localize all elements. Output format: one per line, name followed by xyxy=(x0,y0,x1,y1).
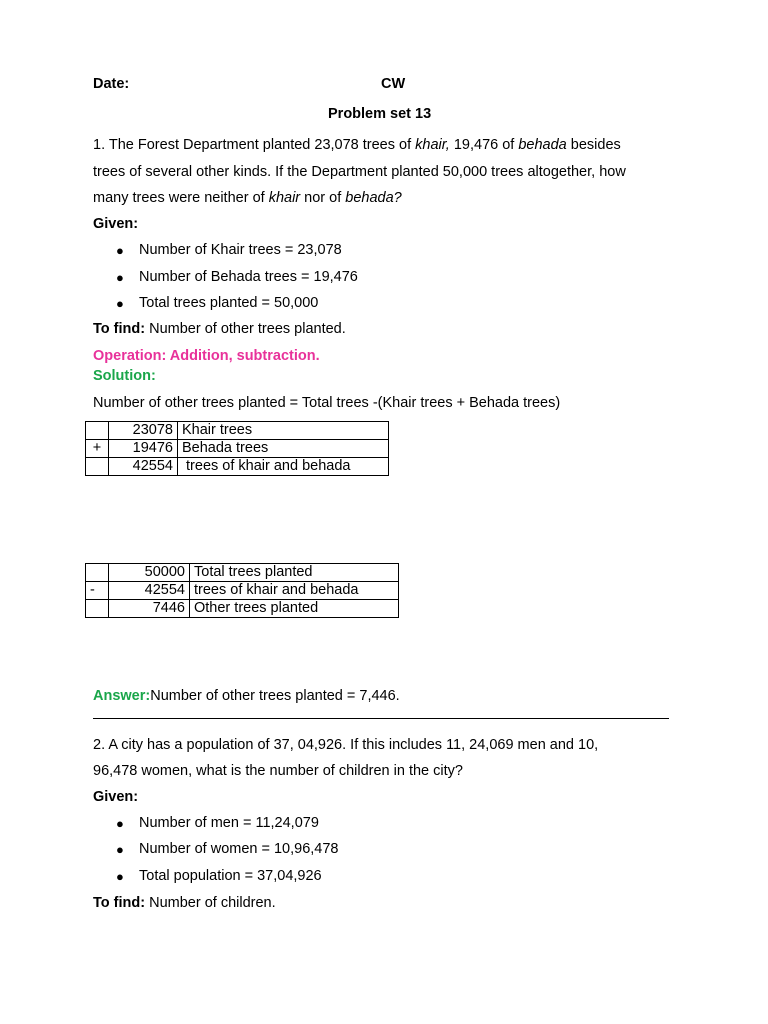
label-cell: trees of khair and behada xyxy=(178,458,389,476)
sign-cell: - xyxy=(86,582,109,600)
answer-text: Number of other trees planted = 7,446. xyxy=(150,688,400,704)
table-row xyxy=(86,458,389,476)
operation-line: Operation: Addition, subtraction. xyxy=(93,348,320,364)
text-run: nor of xyxy=(300,190,346,206)
table-row xyxy=(86,422,389,440)
value-cell: 50000 xyxy=(109,564,190,582)
italic-behada: behada? xyxy=(345,190,402,206)
table-row xyxy=(86,600,399,618)
table-row xyxy=(86,564,399,582)
bullet-icon: ● xyxy=(116,243,124,258)
problem2-line1: 2. A city has a population of 37, 04,926. If this includes 11, 24,069 men and 10, xyxy=(93,737,599,753)
answer-line xyxy=(93,688,400,704)
text-run: besides xyxy=(566,137,621,153)
label-cell: Behada trees xyxy=(178,440,389,458)
to-find xyxy=(93,895,276,911)
value-cell: 42554 xyxy=(109,458,178,476)
to-find-text: Number of children. xyxy=(145,895,276,911)
label-cell: Total trees planted xyxy=(190,564,399,582)
label-cell: Other trees planted xyxy=(190,600,399,618)
value-cell: 42554 xyxy=(109,582,190,600)
addition-table xyxy=(85,421,389,476)
date-label: Date: xyxy=(93,76,130,92)
answer-label: Answer: xyxy=(93,688,151,704)
sign-cell xyxy=(86,422,109,440)
problem2-line2: 96,478 women, what is the number of children in the city? xyxy=(93,763,463,779)
text-run: many trees were neither of xyxy=(93,190,269,206)
table-row xyxy=(86,582,399,600)
sign-cell xyxy=(86,600,109,618)
italic-behada: behada xyxy=(518,137,567,153)
given-item: Number of Behada trees = 19,476 xyxy=(139,269,358,285)
given-label: Given: xyxy=(93,216,139,232)
to-find-label: To find: xyxy=(93,895,146,911)
given-item: Total population = 37,04,926 xyxy=(139,868,322,884)
value-cell: 23078 xyxy=(109,422,178,440)
given-item: Number of Khair trees = 23,078 xyxy=(139,242,342,258)
formula-line: Number of other trees planted = Total trees -(Khair trees + Behada trees) xyxy=(93,395,561,411)
label-cell: trees of khair and behada xyxy=(190,582,399,600)
problem1-line1 xyxy=(93,137,621,153)
italic-khair: khair xyxy=(268,190,301,206)
bullet-icon: ● xyxy=(116,296,124,311)
to-find xyxy=(93,321,346,337)
label-cell: Khair trees xyxy=(178,422,389,440)
given-label: Given: xyxy=(93,789,139,805)
sign-cell: + xyxy=(86,440,109,458)
problem1-line2: trees of several other kinds. If the Department planted 50,000 trees altogether, how xyxy=(93,164,626,180)
italic-khair: khair, xyxy=(415,137,450,153)
table-row xyxy=(86,440,389,458)
text-run: 1. The Forest Department planted 23,078 trees of xyxy=(93,137,416,153)
to-find-text: Number of other trees planted. xyxy=(145,321,346,337)
sign-cell xyxy=(86,458,109,476)
cw-label: CW xyxy=(381,76,406,92)
subtraction-table xyxy=(85,563,399,618)
bullet-icon: ● xyxy=(116,842,124,857)
value-cell: 19476 xyxy=(109,440,178,458)
value-cell: 7446 xyxy=(109,600,190,618)
given-item: Number of women = 10,96,478 xyxy=(139,841,339,857)
page-title: Problem set 13 xyxy=(328,106,432,122)
solution-label: Solution: xyxy=(93,368,156,384)
given-item: Total trees planted = 50,000 xyxy=(139,295,319,311)
sign-cell xyxy=(86,564,109,582)
text-run: 19,476 of xyxy=(449,137,519,153)
bullet-icon: ● xyxy=(116,869,124,884)
bullet-icon: ● xyxy=(116,270,124,285)
given-item: Number of men = 11,24,079 xyxy=(139,815,319,831)
problem1-line3 xyxy=(93,190,402,206)
bullet-icon: ● xyxy=(116,816,124,831)
to-find-label: To find: xyxy=(93,321,146,337)
section-divider xyxy=(93,718,669,719)
